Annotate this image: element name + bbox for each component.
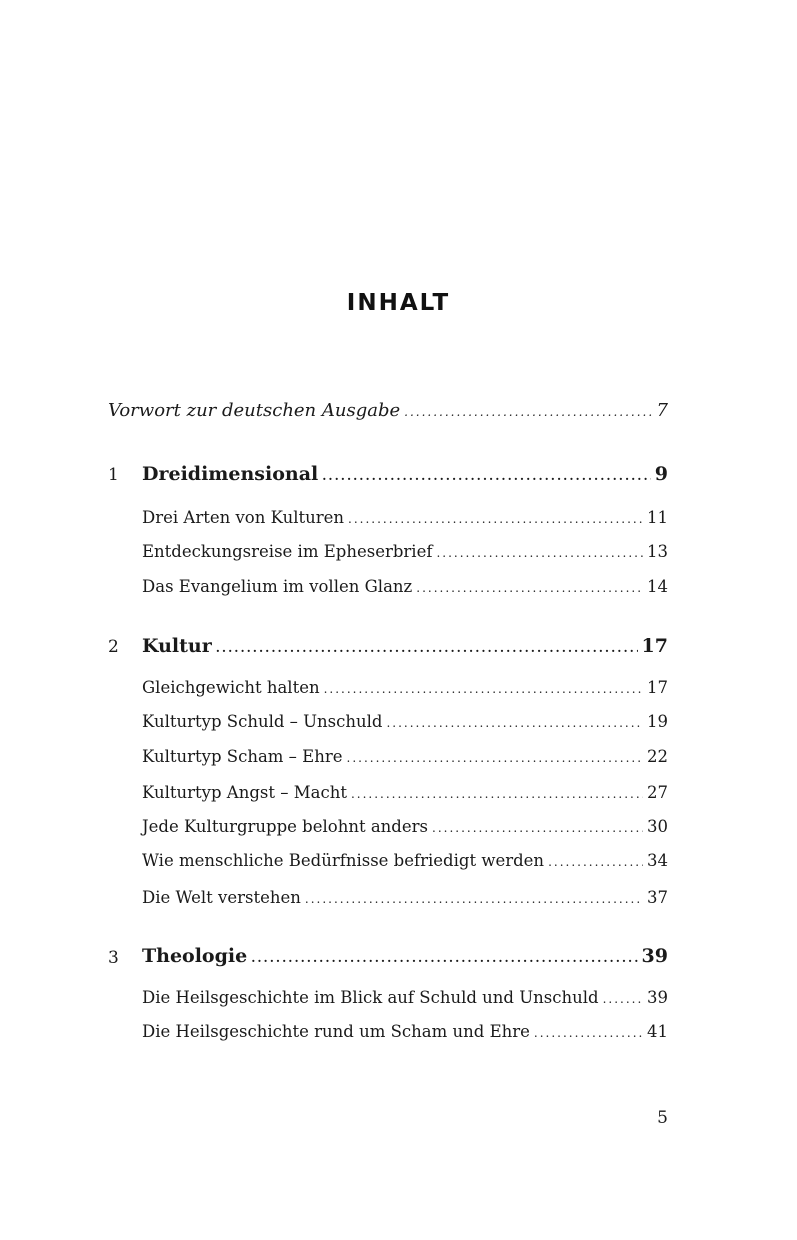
page-number: 5	[657, 1108, 668, 1128]
chapter-title: Kultur	[142, 635, 212, 657]
entry-page: 30	[647, 817, 668, 836]
entry-page: 39	[647, 988, 668, 1007]
toc-chapter	[142, 463, 668, 485]
entry-label: Kulturtyp Angst – Macht	[142, 783, 347, 802]
entry-page: 34	[647, 851, 668, 870]
chapter-page: 9	[654, 463, 668, 485]
chapter-number: 3	[108, 948, 119, 968]
dot-leader	[432, 821, 643, 835]
entry-page: 14	[647, 577, 668, 596]
chapter-page: 39	[641, 945, 668, 967]
entry-label: Entdeckungsreise im Epheserbrief	[142, 542, 433, 561]
chapter-page: 17	[641, 635, 668, 657]
entry-page: 13	[647, 542, 668, 561]
dot-leader	[603, 992, 643, 1006]
entry-page: 11	[647, 508, 668, 527]
dot-leader	[534, 1026, 643, 1040]
dot-leader	[386, 716, 643, 730]
toc-chapter	[142, 945, 668, 967]
dot-leader	[347, 751, 644, 765]
chapter-number: 1	[108, 465, 119, 485]
toc-chapter	[142, 635, 668, 657]
dot-leader	[548, 855, 643, 869]
toc-preface-page: 7	[656, 400, 668, 421]
dot-leader	[348, 512, 643, 526]
entry-page: 19	[647, 712, 668, 731]
entry-label: Jede Kulturgruppe belohnt anders	[142, 817, 428, 836]
entry-label: Die Welt verstehen	[142, 888, 301, 907]
toc-entry	[142, 817, 668, 836]
entry-label: Gleichgewicht halten	[142, 678, 320, 697]
dot-leader	[436, 546, 643, 560]
toc-entry	[142, 988, 668, 1007]
toc-entry	[142, 508, 668, 527]
entry-page: 22	[647, 747, 668, 766]
dot-leader	[251, 951, 637, 965]
entry-label: Die Heilsgeschichte im Blick auf Schuld und Unschuld	[142, 988, 599, 1007]
toc-entry	[142, 747, 668, 766]
toc-entry	[142, 888, 668, 907]
toc-entry	[142, 712, 668, 731]
chapter-number: 2	[108, 637, 119, 657]
entry-page: 41	[647, 1022, 668, 1041]
entry-label: Das Evangelium im vollen Glanz	[142, 577, 413, 596]
entry-label: Drei Arten von Kulturen	[142, 508, 345, 527]
entry-label: Kulturtyp Schuld – Unschuld	[142, 712, 383, 731]
dot-leader	[416, 581, 643, 595]
toc-entry	[142, 851, 668, 870]
toc-preface-label: Vorwort zur deutschen Ausgabe	[108, 400, 401, 421]
entry-label: Kulturtyp Scham – Ehre	[142, 747, 343, 766]
entry-label: Wie menschliche Bedürfnisse befriedigt werden	[142, 851, 545, 870]
toc-entry	[142, 783, 668, 802]
toc-entry	[142, 577, 668, 596]
dot-leader	[324, 682, 643, 696]
dot-leader	[322, 469, 651, 483]
dot-leader	[216, 641, 638, 655]
entry-page: 27	[647, 783, 668, 802]
dot-leader	[305, 892, 643, 906]
chapter-title: Dreidimensional	[142, 463, 319, 485]
entry-label: Die Heilsgeschichte rund um Scham und Ehre	[142, 1022, 530, 1041]
page-title: INHALT	[346, 290, 451, 316]
dot-leader	[404, 405, 652, 419]
toc-entry	[142, 542, 668, 561]
toc-entry	[142, 1022, 668, 1041]
entry-page: 17	[647, 678, 668, 697]
dot-leader	[351, 787, 643, 801]
chapter-title: Theologie	[142, 945, 248, 967]
toc-preface	[108, 400, 668, 421]
toc-entry	[142, 678, 668, 697]
entry-page: 37	[647, 888, 668, 907]
